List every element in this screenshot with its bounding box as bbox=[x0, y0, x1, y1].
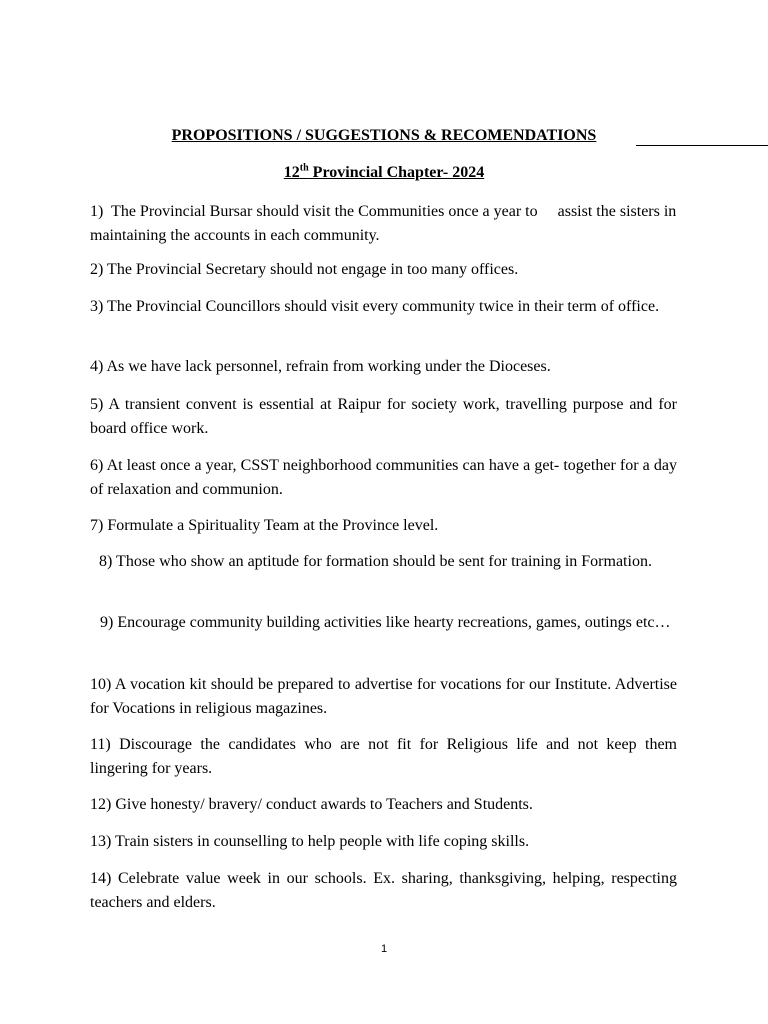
proposition-item-9: 9) Encourage community building activities like hearty recreations, games, outings etc… bbox=[100, 614, 671, 631]
document-subtitle bbox=[0, 164, 768, 182]
subtitle-number: 12 bbox=[283, 164, 300, 181]
proposition-item-14: 14) Celebrate value week in our schools. Ex. sharing, thanksgiving, helping, respecting teachers and elders. bbox=[90, 870, 677, 911]
page-number: 1 bbox=[380, 943, 388, 955]
proposition-item-7: 7) Formulate a Spirituality Team at the Province level. bbox=[90, 517, 439, 534]
subtitle-ordinal-suffix: th bbox=[299, 162, 309, 174]
proposition-item-5: 5) A transient convent is essential at Raipur for society work, travelling purpose and for board office work. bbox=[90, 396, 677, 437]
proposition-item-12: 12) Give honesty/ bravery/ conduct awards to Teachers and Students. bbox=[90, 796, 533, 813]
subtitle-text: Provincial Chapter- 2024 bbox=[308, 164, 485, 181]
proposition-item-8: 8) Those who show an aptitude for formation should be sent for training in Formation. bbox=[99, 553, 652, 570]
proposition-item-13: 13) Train sisters in counselling to help people with life coping skills. bbox=[90, 833, 530, 850]
proposition-item-2: 2) The Provincial Secretary should not engage in too many offices. bbox=[90, 261, 519, 278]
proposition-item-4: 4) As we have lack personnel, refrain from working under the Dioceses. bbox=[90, 358, 551, 375]
proposition-item-3: 3) The Provincial Councillors should visit every community twice in their term of office. bbox=[90, 298, 660, 315]
proposition-item-10: 10) A vocation kit should be prepared to advertise for vocations for our Institute. Advertise for Vocations in religious magazines. bbox=[90, 676, 677, 717]
title-underline-extension bbox=[636, 145, 768, 146]
proposition-item-1: 1) The Provincial Bursar should visit the Communities once a year to assist the sisters in maintaining the accounts in each community. bbox=[90, 203, 681, 244]
proposition-item-11: 11) Discourage the candidates who are not fit for Religious life and not keep them lingering for years. bbox=[90, 736, 677, 777]
document-title: PROPOSITIONS / SUGGESTIONS & RECOMENDATIONS bbox=[171, 127, 597, 144]
proposition-item-6: 6) At least once a year, CSST neighborhood communities can have a get- together for a day of relaxation and communion. bbox=[90, 457, 677, 498]
